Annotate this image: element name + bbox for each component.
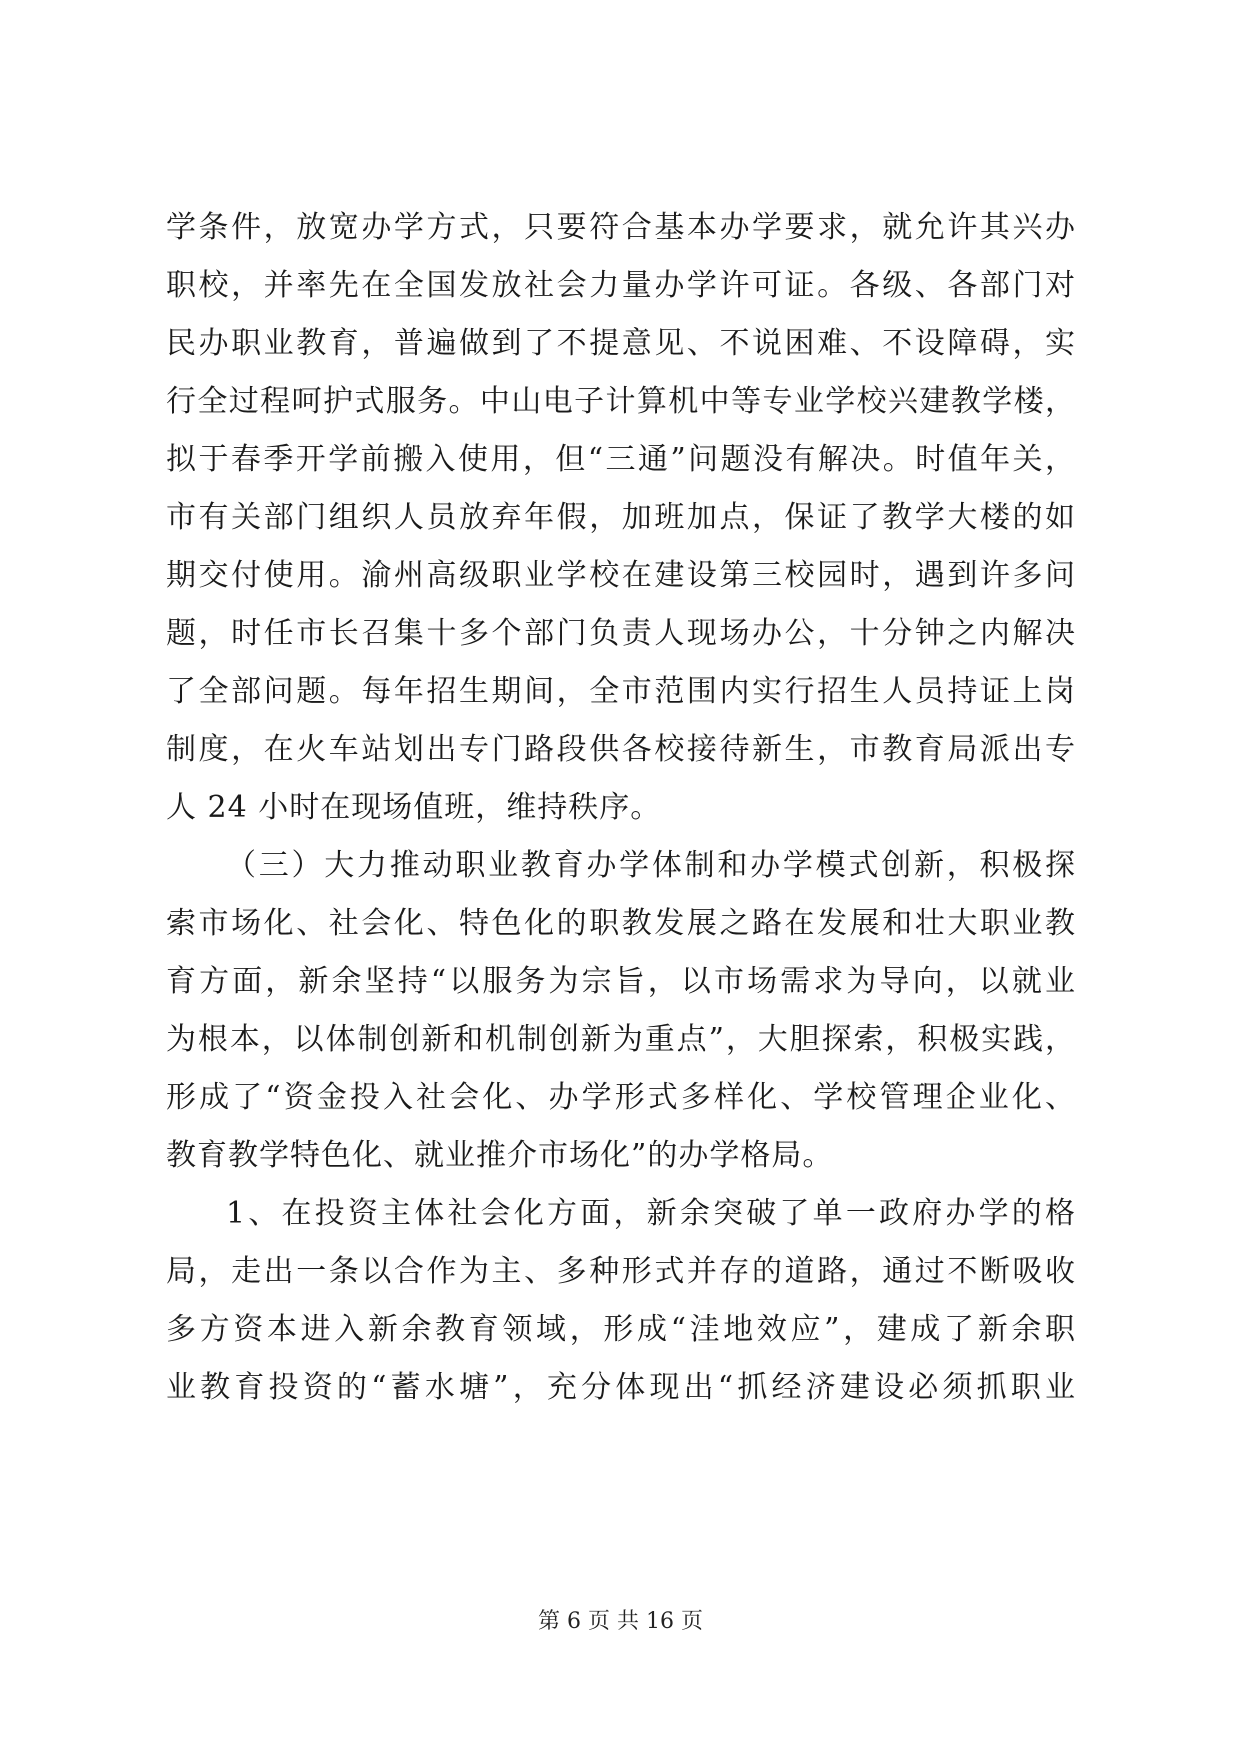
text-line: 市有关部门组织人员放弃年假，加班加点，保证了教学大楼的如 (166, 500, 1076, 535)
text-line: 拟于春季开学前搬入使用，但“三通”问题没有解决。时值年关， (166, 442, 1076, 477)
text-line: 民办职业教育，普遍做到了不提意见、不说困难、不设障碍，实 (166, 326, 1076, 361)
text-line: 人 24 小时在现场值班，维持秩序。 (166, 790, 662, 825)
text-line: 业教育投资的“蓄水塘”，充分体现出“抓经济建设必须抓职业 (166, 1370, 1076, 1405)
text-line: 形成了“资金投入社会化、办学形式多样化、学校管理企业化、 (166, 1080, 1076, 1115)
text-line: 期交付使用。渝州高级职业学校在建设第三校园时，遇到许多问 (166, 558, 1076, 593)
text-line: 题，时任市长召集十多个部门负责人现场办公，十分钟之内解决 (166, 616, 1076, 651)
page-footer: 第 6 页 共 16 页 (538, 1609, 703, 1634)
text-line: （三）大力推动职业教育办学体制和办学模式创新，积极探 (226, 848, 1076, 883)
text-line: 索市场化、社会化、特色化的职教发展之路在发展和壮大职业教 (166, 906, 1076, 941)
text-line: 教育教学特色化、就业推介市场化”的办学格局。 (166, 1138, 834, 1173)
text-line: 多方资本进入新余教育领域，形成“洼地效应”，建成了新余职 (166, 1312, 1076, 1347)
text-line: 为根本，以体制创新和机制创新为重点”，大胆探索，积极实践， (166, 1022, 1076, 1057)
text-line: 制度，在火车站划出专门路段供各校接待新生，市教育局派出专 (166, 732, 1076, 767)
text-line: 学条件，放宽办学方式，只要符合基本办学要求，就允许其兴办 (166, 210, 1076, 245)
text-line: 育方面，新余坚持“以服务为宗旨，以市场需求为导向，以就业 (166, 964, 1076, 999)
text-line: 职校，并率先在全国发放社会力量办学许可证。各级、各部门对 (166, 268, 1076, 303)
text-line: 了全部问题。每年招生期间，全市范围内实行招生人员持证上岗 (166, 674, 1076, 709)
text-line: 行全过程呵护式服务。中山电子计算机中等专业学校兴建教学楼， (166, 384, 1076, 419)
text-line: 局，走出一条以合作为主、多种形式并存的道路，通过不断吸收 (166, 1254, 1076, 1289)
text-line: 1、在投资主体社会化方面，新余突破了单一政府办学的格 (226, 1196, 1076, 1231)
